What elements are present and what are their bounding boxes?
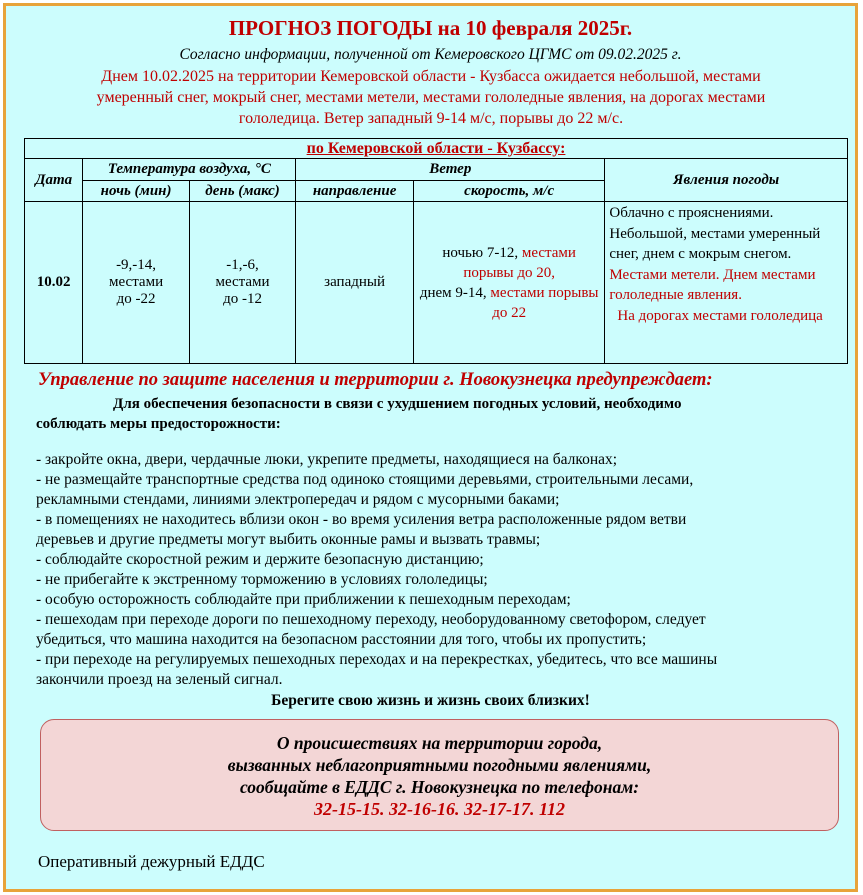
col-date-header: Дата — [25, 159, 83, 202]
phenomena-warning: Местами метели. Днем местами гололедные явления. — [609, 266, 816, 303]
rule-line: закончили проезд на зеленый сигнал. — [36, 671, 283, 688]
row-day-temp — [189, 202, 295, 364]
col-temp-header: Температура воздуха, °С — [83, 159, 296, 181]
rule-line: убедиться, что машина находится на безопасном расстоянии для того, чтобы их пропустить; — [36, 631, 647, 648]
intro-line: соблюдать меры предосторожности: — [36, 416, 281, 432]
night-temp-line: до -22 — [116, 291, 156, 307]
rule-line: - в помещениях не находитесь вблизи окон - во время усиления ветра расположенные рядом ветви — [36, 511, 687, 528]
col-day-header: день (макс) — [189, 181, 295, 202]
warning-intro — [36, 394, 836, 434]
day-temp-line: -1,-6, — [226, 257, 259, 273]
safety-rules — [36, 450, 846, 690]
rule-line: - не размещайте транспортные средства под одиноко стоящими деревьями, строительными лесами, — [36, 471, 694, 488]
contact-box — [40, 719, 839, 831]
row-wind-direction: западный — [296, 202, 414, 364]
speed-night-gusts: местами порывы до 20, — [463, 244, 576, 281]
rule-line: рекламными стендами, линиями электропередач и рядом с мусорными баками; — [36, 491, 560, 508]
intro-line: Для обеспечения безопасности в связи с ухудшением погодных условий, необходимо — [113, 396, 682, 412]
contact-line: О происшествиях на территории города, — [276, 733, 603, 753]
phone-numbers: 32-15-15. 32-16-16. 32-17-17. 112 — [314, 799, 565, 819]
forecast-line: гололедица. Ветер западный 9-14 м/с, порывы до 22 м/с. — [238, 110, 624, 127]
phenomena-text: Облачно с прояснениями. Небольшой, местами умеренный снег, днем с мокрым снегом. — [609, 205, 821, 262]
night-temp-line: -9,-14, — [116, 257, 157, 273]
page-title: ПРОГНОЗ ПОГОДЫ на 10 февраля 2025г. — [228, 16, 633, 40]
phenomena-ice-warning: На дорогах местами гололедица — [617, 307, 823, 324]
rule-line: - соблюдайте скоростной режим и держите безопасную дистанцию; — [36, 551, 484, 568]
contact-line: вызванных неблагоприятными погодными явлениями, — [227, 755, 652, 775]
source-subtitle: Согласно информации, полученной от Кемеровского ЦГМС от 09.02.2025 г. — [179, 46, 682, 63]
forecast-line: умеренный снег, мокрый снег, местами метели, местами гололедные явления, на дорогах местами — [96, 89, 766, 106]
speed-day-gusts: местами порывы до 22 — [490, 284, 599, 321]
region-header — [25, 139, 848, 159]
rule-line: - не прибегайте к экстренному торможению в условиях гололедицы; — [36, 571, 488, 588]
rule-line: - пешеходам при переходе дороги по пешеходному переходу, необорудованному светофором, следует — [36, 611, 706, 628]
rule-line: деревьев и другие предметы могут выбить оконные рамы и вызвать травмы; — [36, 531, 541, 548]
speed-night: ночью 7-12, — [442, 244, 522, 261]
day-temp-line: до -12 — [223, 291, 262, 307]
warning-heading: Управление по защите населения и территории г. Новокузнецка предупреждает: — [38, 370, 713, 390]
col-phenomena-header: Явления погоды — [605, 159, 848, 202]
rule-line: - особую осторожность соблюдайте при приближении к пешеходным переходам; — [36, 591, 571, 608]
night-temp-line: местами — [109, 274, 164, 290]
rule-line: - закройте окна, двери, чердачные люки, укрепите предметы, находящиеся на балконах; — [36, 451, 618, 468]
row-phenomena — [605, 202, 848, 364]
row-date: 10.02 — [25, 202, 83, 364]
day-temp-line: местами — [215, 274, 270, 290]
col-direction-header: направление — [296, 181, 414, 202]
footer-signature: Оперативный дежурный ЕДДС — [38, 852, 265, 871]
forecast-summary — [46, 66, 816, 129]
col-wind-header: Ветер — [296, 159, 605, 181]
row-wind-speed — [413, 202, 604, 364]
region-label: по Кемеровской области - Кузбассу: — [306, 139, 566, 157]
contact-line: сообщайте в ЕДДС г. Новокузнецка по телефонам: — [239, 777, 640, 797]
row-night-temp — [83, 202, 189, 364]
weather-table — [24, 138, 848, 364]
cherish-line: Берегите свою жизнь и жизнь своих близких! — [271, 692, 590, 709]
speed-day: днем 9-14, — [419, 284, 491, 301]
rule-line: - при переходе на регулируемых пешеходных переходах и на перекрестках, убедитесь, что все машины — [36, 651, 718, 668]
forecast-line: Днем 10.02.2025 на территории Кемеровской области - Кузбасса ожидается небольшой, местами — [101, 68, 761, 85]
col-speed-header: скорость, м/с — [413, 181, 604, 202]
col-night-header: ночь (мин) — [83, 181, 189, 202]
bulletin-frame — [3, 3, 858, 892]
